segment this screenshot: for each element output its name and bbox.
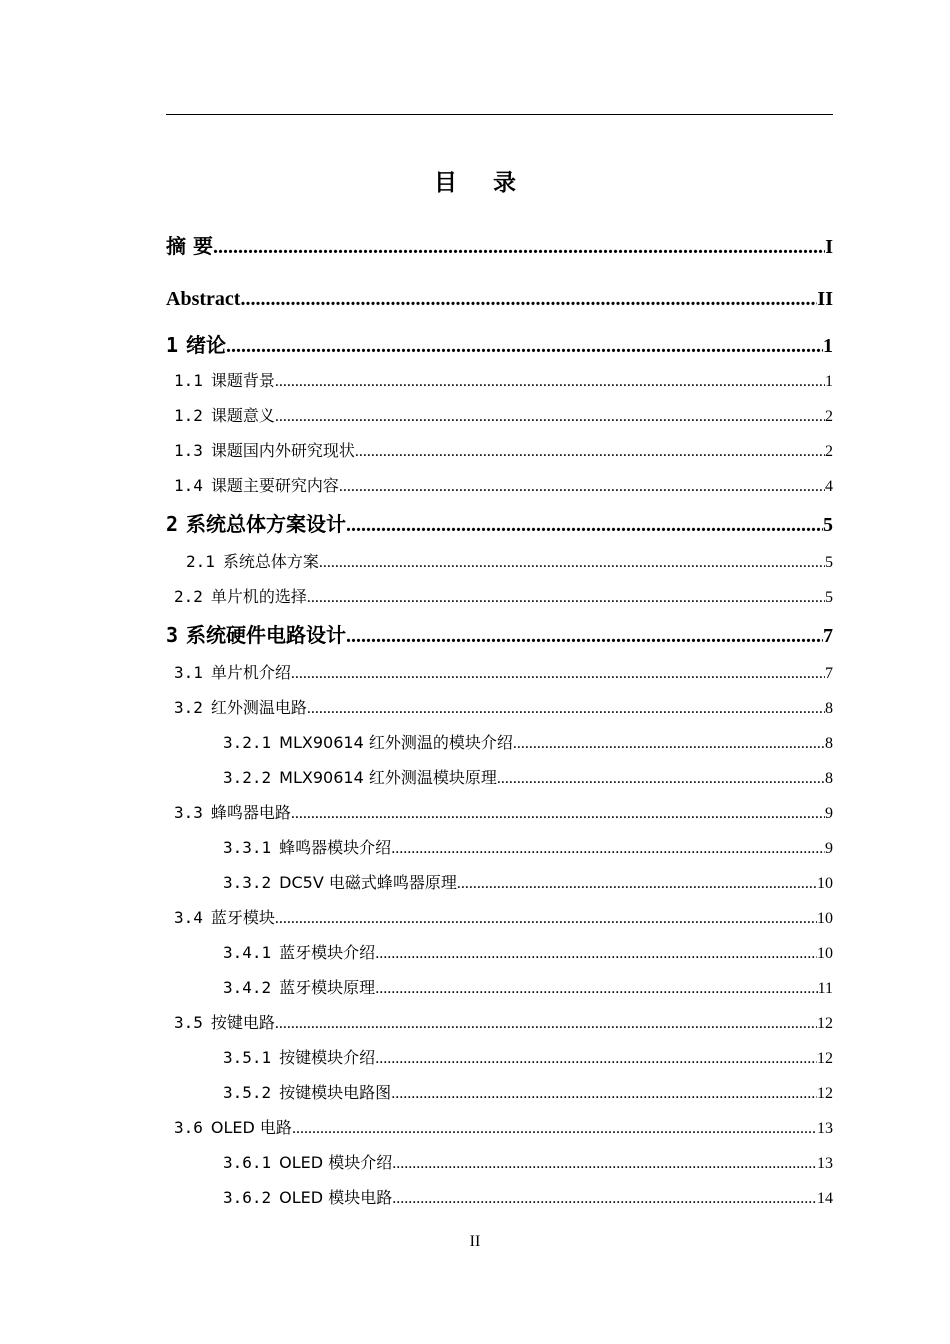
page-number: II <box>469 1233 481 1250</box>
toc-entry-number: 3 <box>166 623 179 647</box>
toc-entry-label <box>174 438 355 461</box>
toc-entry-number: 3.2.2 <box>223 768 272 787</box>
toc-entry-label: Abstract <box>166 288 241 310</box>
toc-entry-text: 按键电路 <box>210 1013 275 1032</box>
toc-leader-dots <box>275 910 817 928</box>
toc-leader-dots <box>497 770 825 788</box>
toc-entry[interactable] <box>174 660 833 683</box>
toc-entry-number: 1 <box>166 333 179 357</box>
toc-entry-text: 按键模块电路图 <box>279 1083 392 1102</box>
toc-entry-label <box>174 695 307 718</box>
toc-entry[interactable] <box>174 1115 833 1138</box>
toc-entry-number: 3.6 <box>174 1118 203 1137</box>
toc-entry-label <box>174 473 339 496</box>
toc-entry-page: 1 <box>823 335 833 357</box>
toc-entry-number: 2.1 <box>186 552 215 571</box>
toc-entry-page: I <box>825 236 833 258</box>
toc-entry-label <box>223 730 513 753</box>
toc-entry[interactable] <box>166 619 833 648</box>
toc-entry-page: 9 <box>825 840 833 857</box>
toc-entry-label <box>223 835 391 858</box>
toc-entry-page: 13 <box>817 1120 833 1137</box>
toc-entry-label <box>223 1080 391 1103</box>
toc-leader-dots <box>275 1015 817 1033</box>
toc-entry[interactable] <box>166 329 833 358</box>
toc-entry-text: 红外测温电路 <box>210 698 307 717</box>
toc-entry-page: 5 <box>825 554 833 571</box>
toc-entry-page: 1 <box>825 373 833 390</box>
toc-entry-label <box>174 660 291 683</box>
toc-entry[interactable] <box>166 288 833 311</box>
toc-entry-label <box>166 329 226 358</box>
toc-entry-number: 3.2 <box>174 698 203 717</box>
toc-entry[interactable] <box>223 1045 833 1068</box>
toc-entry[interactable] <box>174 905 833 928</box>
toc-leader-dots <box>275 408 825 426</box>
toc-entry-text: 单片机的选择 <box>210 587 307 606</box>
toc-leader-dots <box>457 875 817 893</box>
toc-leader-dots <box>391 840 825 858</box>
toc-entry-label <box>223 1185 392 1208</box>
toc-entry-page: 2 <box>825 408 833 425</box>
toc-entry-label <box>223 975 375 998</box>
toc-entry-text: 按键模块介绍 <box>279 1048 376 1067</box>
toc-entry[interactable] <box>186 549 833 572</box>
toc-entry[interactable] <box>174 695 833 718</box>
toc-entry-text: 系统总体方案设计 <box>186 512 347 536</box>
toc-entry-number: 3.1 <box>174 663 203 682</box>
toc-entry[interactable] <box>174 473 833 496</box>
toc-entry-text: 蜂鸣器电路 <box>210 803 291 822</box>
toc-entry-page: 8 <box>825 770 833 787</box>
toc-leader-dots <box>392 1190 817 1208</box>
toc-leader-dots <box>213 236 825 259</box>
toc-entry-page: 7 <box>823 625 833 647</box>
toc-entry[interactable] <box>223 870 833 893</box>
toc-entry-label <box>166 508 346 537</box>
toc-entry[interactable] <box>166 508 833 537</box>
toc-entry-number: 3.3 <box>174 803 203 822</box>
toc-leader-dots <box>307 700 825 718</box>
toc-leader-dots <box>339 478 825 496</box>
toc-entry[interactable] <box>174 403 833 426</box>
toc-entry[interactable] <box>174 438 833 461</box>
toc-entry[interactable] <box>223 1080 833 1103</box>
toc-entry[interactable] <box>223 1150 833 1173</box>
toc-entry[interactable] <box>174 1010 833 1033</box>
toc-entry-number: 1.4 <box>174 476 203 495</box>
toc-entry-page: 8 <box>825 735 833 752</box>
toc-entry[interactable] <box>223 765 833 788</box>
toc-entry-number: 2 <box>166 512 179 536</box>
toc-leader-dots <box>319 554 825 572</box>
toc-entry[interactable] <box>174 584 833 607</box>
toc-entry-number: 3.4 <box>174 908 203 927</box>
toc-entry-label <box>186 549 319 572</box>
toc-entry-text: 课题国内外研究现状 <box>210 441 355 460</box>
toc-entry-text: OLED 模块介绍 <box>279 1153 393 1172</box>
toc-entry-page: 10 <box>817 910 833 927</box>
toc-leader-dots <box>292 1120 817 1138</box>
toc-entry-label <box>174 584 307 607</box>
toc-entry[interactable] <box>223 940 833 963</box>
toc-entry-page: 10 <box>817 875 833 892</box>
toc-entry-page: 7 <box>825 665 833 682</box>
toc-leader-dots <box>355 443 825 461</box>
toc-entry-text: 蓝牙模块介绍 <box>279 943 376 962</box>
toc-entry-label <box>223 1150 392 1173</box>
toc-entry[interactable] <box>223 975 833 998</box>
toc-entry-text: MLX90614 红外测温模块原理 <box>279 768 497 787</box>
toc-entry-page: 5 <box>825 589 833 606</box>
toc-entry-text: OLED 电路 <box>210 1118 292 1137</box>
toc-entry-number: 1.2 <box>174 406 203 425</box>
toc-entry-number: 3.5.1 <box>223 1048 272 1067</box>
toc-entry-label <box>174 1115 292 1138</box>
toc-entry-text: DC5V 电磁式蜂鸣器原理 <box>279 873 457 892</box>
toc-entry-page: 2 <box>825 443 833 460</box>
toc-entry-text: 课题背景 <box>210 371 275 390</box>
toc-entry-text: OLED 模块电路 <box>279 1188 393 1207</box>
toc-entry-text: 单片机介绍 <box>210 663 291 682</box>
toc-entry-number: 3.2.1 <box>223 733 272 752</box>
toc-entry-number: 3.3.1 <box>223 838 272 857</box>
toc-entry-page: 8 <box>825 700 833 717</box>
toc-leader-dots <box>375 1050 817 1068</box>
toc-entry-text: 蜂鸣器模块介绍 <box>279 838 392 857</box>
toc-leader-dots <box>391 1085 817 1103</box>
toc-entry-text: 蓝牙模块原理 <box>279 978 376 997</box>
page-title: 目 录 <box>433 170 530 196</box>
toc-entry-label <box>166 619 346 648</box>
toc-entry-text: 系统总体方案 <box>222 552 319 571</box>
toc-entry-number: 2.2 <box>174 587 203 606</box>
toc-entry-label <box>223 940 375 963</box>
toc-entry[interactable] <box>223 835 833 858</box>
toc-entry-number: 3.5.2 <box>223 1083 272 1102</box>
toc-leader-dots <box>240 288 817 311</box>
toc-entry-page: 14 <box>817 1190 833 1207</box>
toc-entry-text: 课题意义 <box>210 406 275 425</box>
toc-entry-page: 9 <box>825 805 833 822</box>
toc-leader-dots <box>275 373 825 391</box>
toc-entry-number: 3.4.1 <box>223 943 272 962</box>
toc-leader-dots <box>291 665 825 683</box>
toc-entry[interactable] <box>174 368 833 391</box>
toc-entry[interactable] <box>166 230 833 259</box>
toc-entry-label <box>174 403 275 426</box>
toc-leader-dots <box>307 589 825 607</box>
toc-entry-page: 12 <box>817 1085 833 1102</box>
toc-entry-text: MLX90614 红外测温的模块介绍 <box>279 733 513 752</box>
toc-entry-number: 3.6.1 <box>223 1153 272 1172</box>
toc-entry-number: 3.4.2 <box>223 978 272 997</box>
toc-entry[interactable] <box>174 800 833 823</box>
toc-entry-page: 13 <box>817 1155 833 1172</box>
toc-leader-dots <box>226 335 823 358</box>
toc-entry-page: II <box>817 288 833 310</box>
toc-entry-number: 3.3.2 <box>223 873 272 892</box>
toc-leader-dots <box>375 980 817 998</box>
toc-entry-label <box>174 800 291 823</box>
toc-entry-label <box>223 870 457 893</box>
toc-entry-number: 3.5 <box>174 1013 203 1032</box>
toc-leader-dots <box>346 514 823 537</box>
toc-entry-number: 3.6.2 <box>223 1188 272 1207</box>
toc-entry-text: 绪论 <box>186 333 227 357</box>
toc-entry-number: 1.3 <box>174 441 203 460</box>
toc-entry[interactable] <box>223 1185 833 1208</box>
toc-entry-page: 10 <box>817 945 833 962</box>
toc-leader-dots <box>346 625 823 648</box>
toc-entry-label <box>174 368 275 391</box>
toc-entry-text: 课题主要研究内容 <box>210 476 339 495</box>
toc-leader-dots <box>291 805 825 823</box>
toc-entry-page: 4 <box>825 478 833 495</box>
toc-entry-label <box>174 1010 275 1033</box>
toc-entry-text: 系统硬件电路设计 <box>186 623 347 647</box>
toc-entry-label <box>174 905 275 928</box>
toc-entry-label <box>223 1045 375 1068</box>
toc-entry-page: 11 <box>817 980 833 997</box>
toc-entry-page: 5 <box>823 514 833 536</box>
toc-entry-text: 蓝牙模块 <box>210 908 275 927</box>
toc-entry-label <box>223 765 497 788</box>
toc-leader-dots <box>375 945 817 963</box>
toc-entry-page: 12 <box>817 1015 833 1032</box>
toc-entry[interactable] <box>223 730 833 753</box>
toc-entry-page: 12 <box>817 1050 833 1067</box>
toc-entry-number: 1.1 <box>174 371 203 390</box>
toc-leader-dots <box>513 735 825 753</box>
toc-leader-dots <box>392 1155 817 1173</box>
toc-entry-label: 摘 要 <box>166 234 213 258</box>
